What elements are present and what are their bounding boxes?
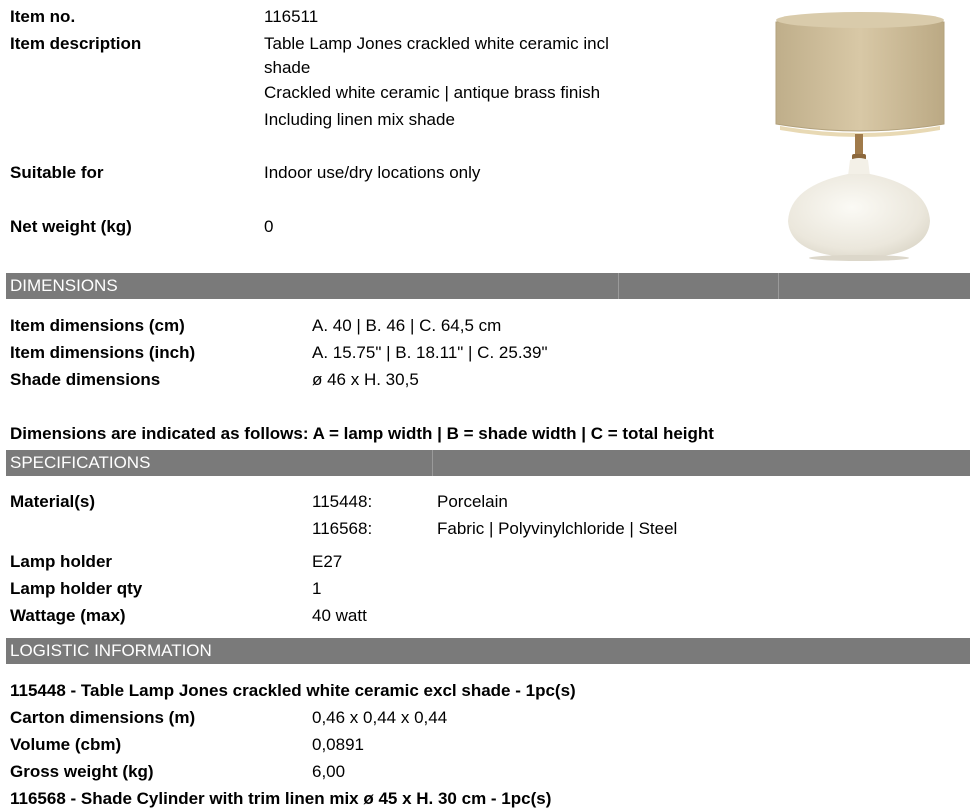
gross-weight-label: Gross weight (kg) [10,762,154,781]
item-description-line: Crackled white ceramic | antique brass finish [264,83,601,102]
lamp-holder-value: E27 [312,552,343,571]
shade-dimensions-value: ø 46 x H. 30,5 [312,370,419,389]
volume-value: 0,0891 [312,735,364,754]
lamp-holder-qty-label: Lamp holder qty [10,579,143,598]
item-dimensions-inch-label: Item dimensions (inch) [10,343,196,362]
net-weight-value: 0 [264,217,274,236]
product-image [770,6,970,266]
logistic-item-title: 115448 - Table Lamp Jones crackled white ceramic excl shade - 1pc(s) [10,681,576,700]
item-description-line: shade [264,58,311,77]
net-weight-label: Net weight (kg) [10,217,132,236]
item-no-label: Item no. [10,7,76,26]
item-description-label: Item description [10,34,142,53]
wattage-label: Wattage (max) [10,606,126,625]
logistic-header [6,638,970,664]
specifications-header-text: SPECIFICATIONS [10,453,151,472]
gross-weight-value: 6,00 [312,762,346,781]
specifications-header [6,450,970,476]
volume-label: Volume (cbm) [10,735,122,754]
logistic-item-title: 116568 - Shade Cylinder with trim linen mix ø 45 x H. 30 cm - 1pc(s) [10,789,552,808]
item-description-line: Table Lamp Jones crackled white ceramic incl [264,34,609,53]
material-value: Fabric | Polyvinylchloride | Steel [437,519,678,538]
lamp-holder-label: Lamp holder [10,552,113,571]
wattage-value: 40 watt [312,606,367,625]
carton-dimensions-value: 0,46 x 0,44 x 0,44 [312,708,448,727]
material-value: Porcelain [437,492,508,511]
dimensions-header [6,273,970,299]
dimensions-header-text: DIMENSIONS [10,276,118,295]
suitable-for-label: Suitable for [10,163,104,182]
header-divider [432,450,433,476]
item-dimensions-cm-label: Item dimensions (cm) [10,316,185,335]
item-no-value: 116511 [264,7,319,26]
item-dimensions-cm-value: A. 40 | B. 46 | C. 64,5 cm [312,316,502,335]
header-divider [778,273,779,299]
material-code: 116568: [312,519,373,538]
shade-dimensions-label: Shade dimensions [10,370,161,389]
materials-label: Material(s) [10,492,96,511]
item-description-line: Including linen mix shade [264,110,455,129]
item-dimensions-inch-value: A. 15.75" | B. 18.11" | C. 25.39" [312,343,548,362]
logistic-header-text: LOGISTIC INFORMATION [10,641,212,660]
dimensions-note: Dimensions are indicated as follows: A = lamp width | B = shade width | C = total height [10,424,714,443]
header-divider [618,273,619,299]
suitable-for-value: Indoor use/dry locations only [264,163,481,182]
material-code: 115448: [312,492,373,511]
lamp-holder-qty-value: 1 [312,579,322,598]
carton-dimensions-label: Carton dimensions (m) [10,708,196,727]
